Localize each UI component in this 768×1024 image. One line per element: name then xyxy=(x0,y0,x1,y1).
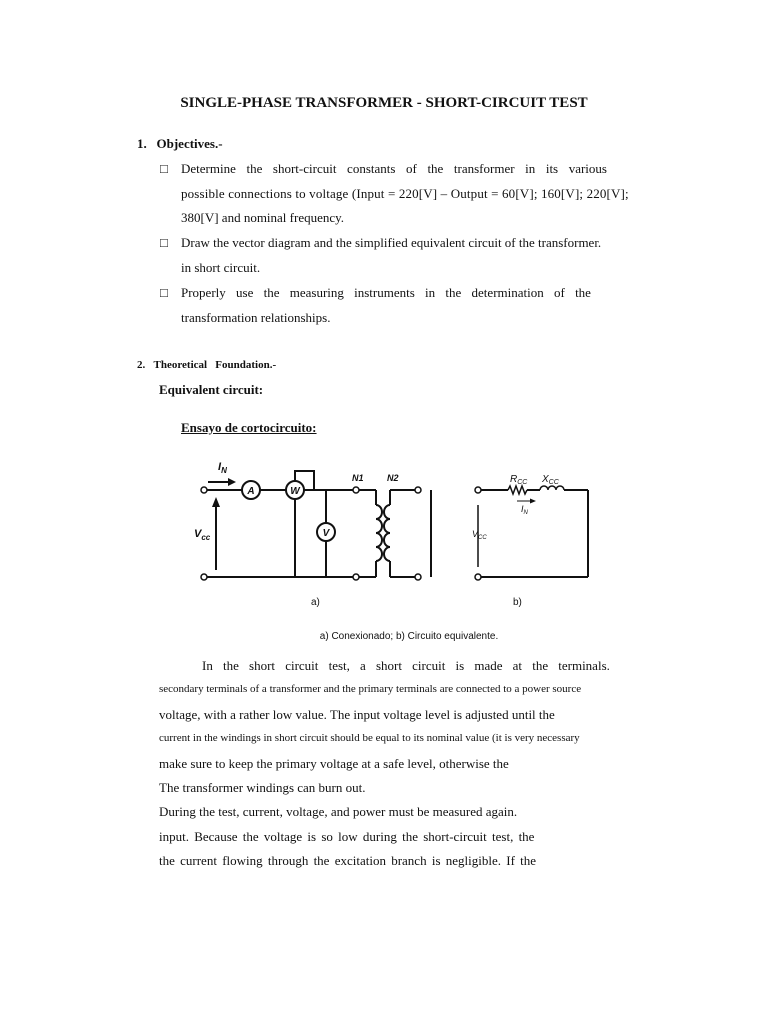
part-b-label: b) xyxy=(513,597,522,608)
body-line-2: secondary terminals of a transformer and the primary terminals are connected to a power source xyxy=(159,683,582,695)
vcc-subscript: cc xyxy=(201,533,211,542)
body-line-1: In the short circuit test, a short circuit is made at the terminals. xyxy=(202,658,610,673)
svg-text:IN xyxy=(218,461,227,475)
svg-text:IN xyxy=(521,504,529,516)
rcc-label: R xyxy=(510,474,518,485)
xcc-subscript: CC xyxy=(548,479,559,486)
page-title: SINGLE-PHASE TRANSFORMER - SHORT-CIRCUIT TEST xyxy=(180,95,588,111)
objective-3-line-1: Properly use the measuring instruments in the determination of the xyxy=(181,285,591,300)
bullet-icon: □ xyxy=(160,161,168,176)
objective-2-line-2: in short circuit. xyxy=(181,260,261,275)
rcc-subscript: CC xyxy=(517,479,528,486)
vcc2-label: V xyxy=(472,529,479,539)
wattmeter-label: W xyxy=(290,486,300,497)
xcc-label: X xyxy=(542,474,549,485)
body-line-3: voltage, with a rather low value. The input voltage level is adjusted until the xyxy=(159,707,555,722)
section-objectives-heading: 1. Objectives.- xyxy=(137,136,223,151)
vcc2-subscript: CC xyxy=(478,535,487,541)
section-foundation-heading: 2. Theoretical Foundation.- xyxy=(137,359,277,371)
part-a-label: a) xyxy=(311,597,320,608)
body-line-5: make sure to keep the primary voltage at a safe level, otherwise the xyxy=(159,756,509,771)
voltmeter-label: V xyxy=(322,528,330,539)
bullet-icon: □ xyxy=(160,285,168,300)
in-label: I xyxy=(218,461,222,473)
objective-2-line-1: Draw the vector diagram and the simplified equivalent circuit of the transformer. xyxy=(181,235,602,250)
body-line-8: input. Because the voltage is so low during the short-circuit test, the xyxy=(159,829,535,844)
in2-label: I xyxy=(521,504,524,514)
ensayo-heading: Ensayo de cortocircuito: xyxy=(181,420,317,435)
objective-3-line-2: transformation relationships. xyxy=(181,310,331,325)
figure-caption: a) Conexionado; b) Circuito equivalente. xyxy=(319,631,499,642)
equivalent-circuit-heading: Equivalent circuit: xyxy=(159,382,264,397)
body-line-9: the current flowing through the excitation branch is negligible. If the xyxy=(159,853,537,868)
n1-label: N1 xyxy=(352,473,364,483)
body-line-6: The transformer windings can burn out. xyxy=(159,780,366,795)
objective-1-line-2: possible connections to voltage (Input = 220[V] – Output = 60[V]; 160[V]; 220[V]; xyxy=(181,186,629,201)
body-line-4: current in the windings in short circuit should be equal to its nominal value (it is very necessary xyxy=(159,732,580,744)
svg-text:RCC xyxy=(510,474,528,486)
n2-label: N2 xyxy=(387,473,399,483)
vcc-label: V xyxy=(194,528,202,540)
objective-1-line-1: Determine the short-circuit constants of the transformer in its various xyxy=(181,161,607,176)
in2-subscript: N xyxy=(523,510,528,516)
svg-text:VCC xyxy=(472,529,487,541)
circuit-diagram xyxy=(190,455,610,615)
svg-text:Vcc xyxy=(194,528,211,542)
ammeter-label: A xyxy=(247,486,255,497)
objective-1-line-3: 380[V] and nominal frequency. xyxy=(181,210,345,225)
svg-text:XCC xyxy=(541,474,560,486)
body-line-7: During the test, current, voltage, and power must be measured again. xyxy=(159,804,518,819)
in-subscript: N xyxy=(221,466,227,475)
bullet-icon: □ xyxy=(160,235,168,250)
